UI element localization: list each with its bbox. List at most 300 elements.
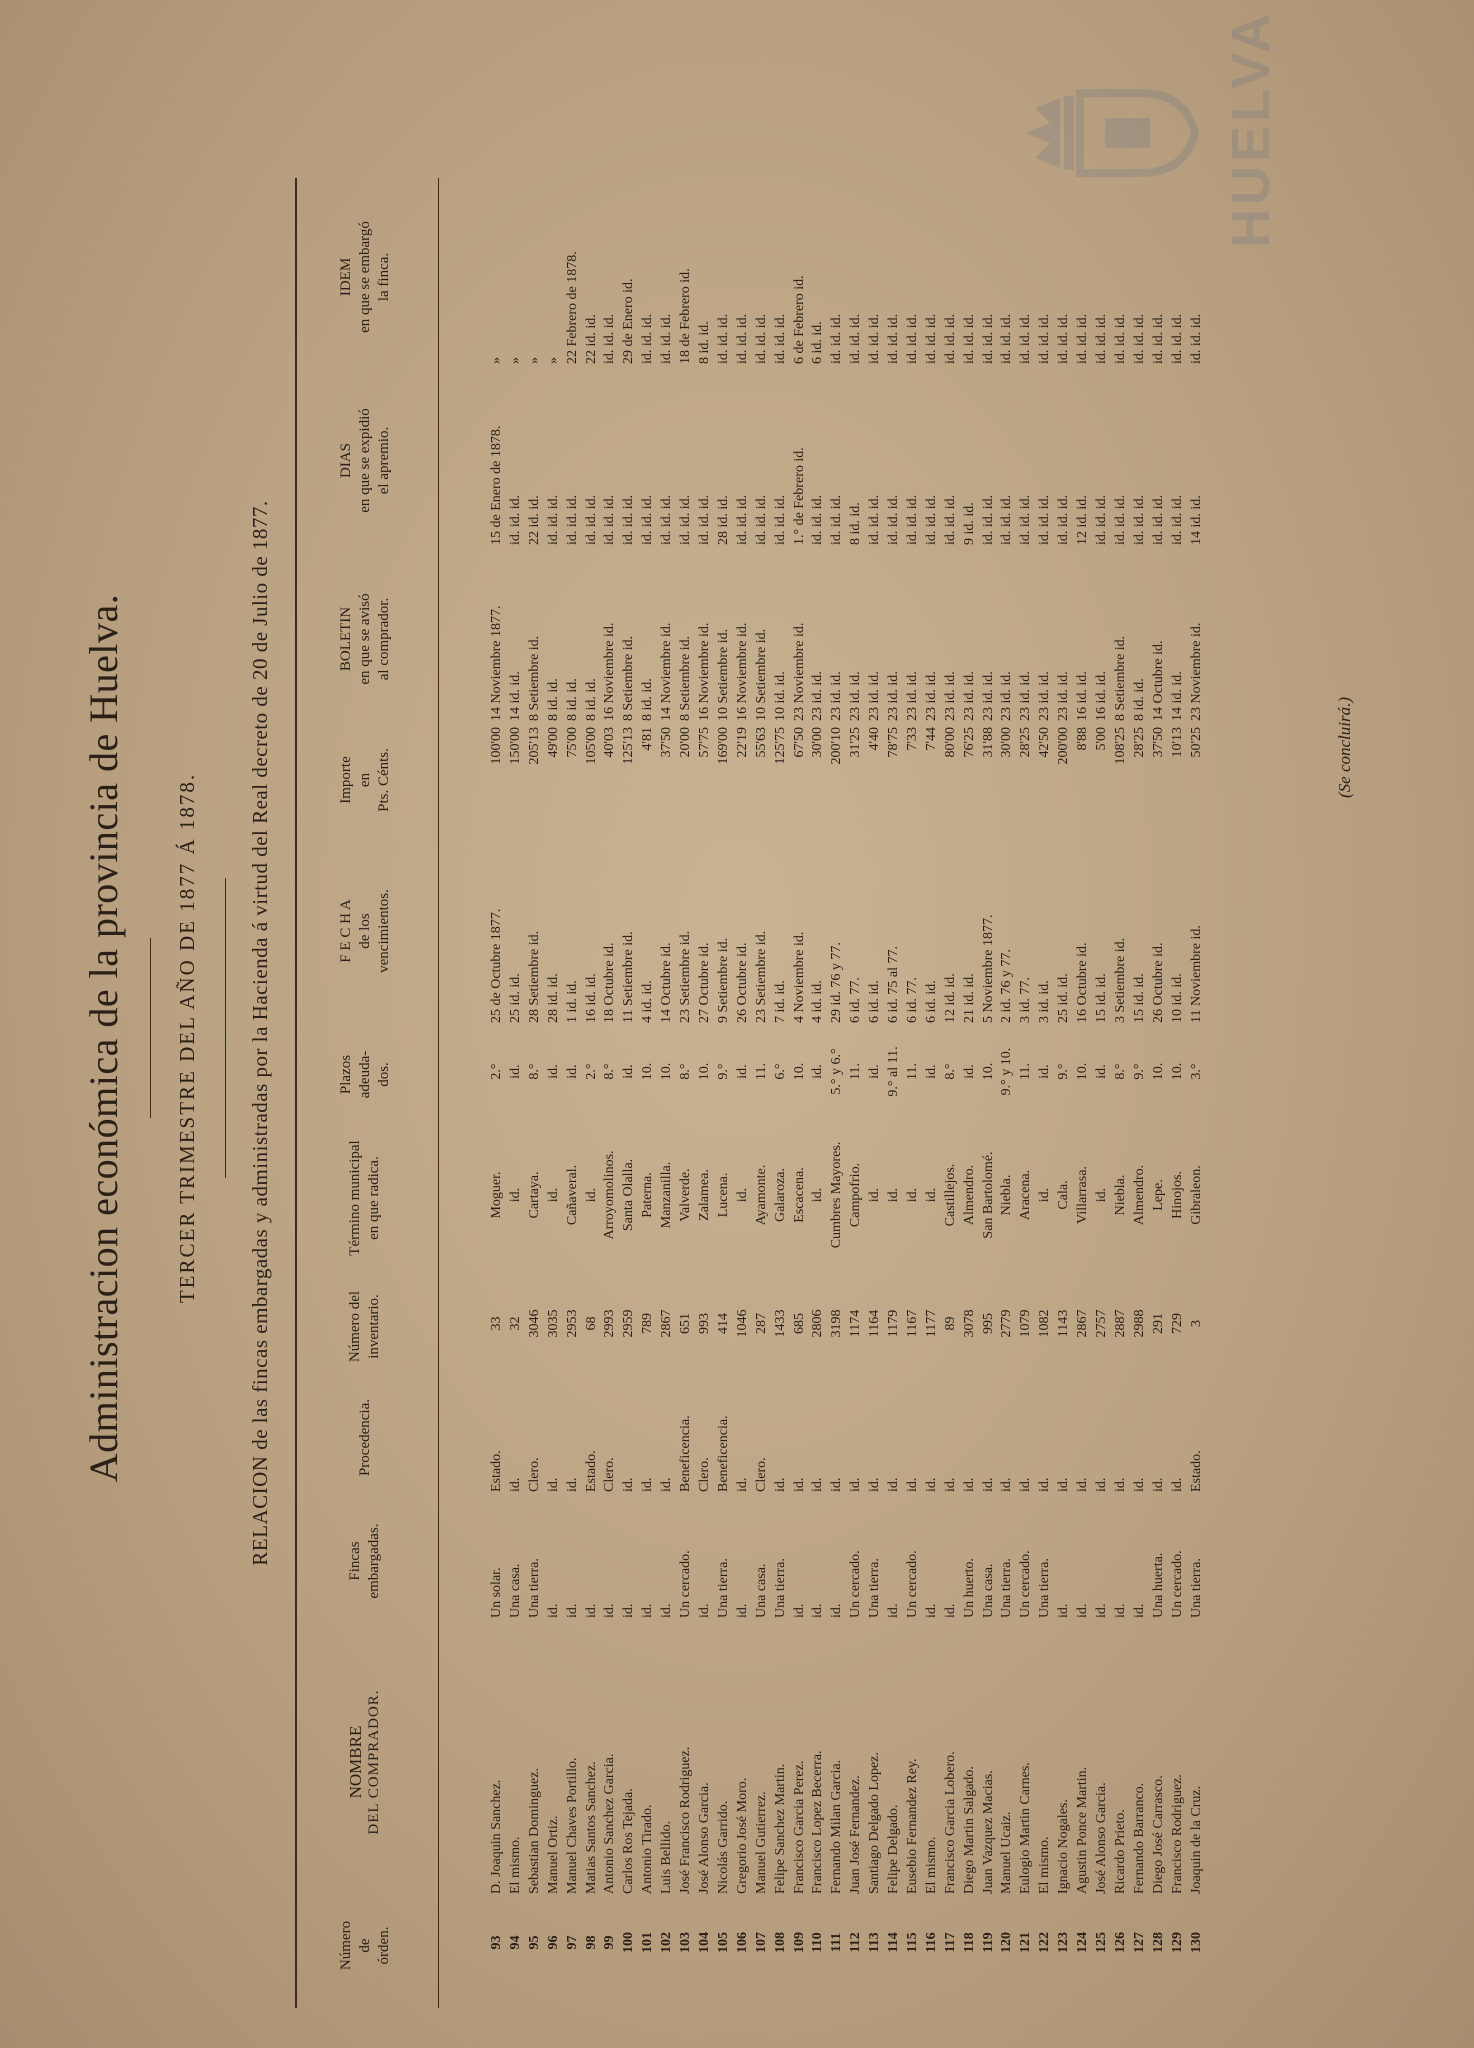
dia-apremio-cell: 28 id. id. bbox=[715, 495, 731, 545]
finca-type-cell: Un huerto. bbox=[961, 1558, 977, 1618]
table-row bbox=[828, 181, 847, 1988]
finca-type-cell: id. bbox=[829, 1603, 845, 1618]
procedencia-cell: id. bbox=[867, 1477, 883, 1492]
fecha-vencimiento-cell: 15 id. id. bbox=[1094, 973, 1109, 1023]
fecha-vencimiento-cell: 28 Setiembre id. bbox=[526, 930, 542, 1023]
dia-apremio-cell: 1.° de Febrero id. bbox=[791, 447, 807, 545]
finca-type-cell: id. bbox=[810, 1603, 826, 1618]
dia-apremio-cell: 12 id. id. bbox=[1075, 495, 1091, 545]
buyer-name-cell: Antonio Tirado. bbox=[640, 1804, 656, 1894]
boletin-aviso-cell: 8 Setiembre id. bbox=[621, 635, 637, 721]
importe-cell: 20'00 bbox=[678, 727, 694, 758]
inventory-number-cell: 1433 bbox=[772, 1309, 788, 1338]
finca-type-cell: Una casa. bbox=[980, 1563, 996, 1618]
order-number-cell: 106 bbox=[734, 1932, 750, 1953]
finca-type-cell: id. bbox=[696, 1603, 712, 1618]
dia-apremio-cell: id. id. id. bbox=[545, 494, 561, 545]
plazos-cell: id. bbox=[961, 1064, 977, 1079]
fincas-table bbox=[488, 181, 1206, 1988]
header-inventario-line1: Número del bbox=[347, 1290, 363, 1363]
dia-apremio-cell: id. id. id. bbox=[696, 494, 712, 545]
importe-cell: 108'25 bbox=[1112, 727, 1128, 765]
inventory-number-cell: 729 bbox=[1169, 1313, 1185, 1334]
header-dias bbox=[300, 373, 430, 548]
dia-apremio-cell: 22 id. id. bbox=[526, 495, 542, 545]
order-number-cell: 116 bbox=[923, 1932, 939, 1953]
fecha-vencimiento-cell: 6 id. 77. bbox=[904, 977, 920, 1023]
municipality-cell: Zalamea. bbox=[696, 1169, 712, 1221]
importe-cell: 49'00 bbox=[545, 727, 561, 758]
procedencia-cell: id. bbox=[961, 1477, 977, 1492]
table-row bbox=[583, 181, 602, 1988]
procedencia-cell: id. bbox=[1169, 1477, 1185, 1492]
buyer-name-cell: Santiago Delgado Lopez. bbox=[867, 1752, 883, 1894]
order-number-cell: 102 bbox=[659, 1932, 675, 1953]
dia-embargo-cell: id. id. id. bbox=[829, 313, 845, 364]
header-border bbox=[438, 178, 439, 2008]
buyer-name-cell: Antonio Sanchez Garcia. bbox=[602, 1753, 618, 1894]
header-fecha-line2: de los bbox=[356, 913, 373, 949]
procedencia-cell: id. bbox=[545, 1477, 561, 1492]
procedencia-cell: Clero. bbox=[696, 1457, 712, 1492]
fecha-vencimiento-cell: 3 id. 77. bbox=[1018, 977, 1034, 1023]
table-row bbox=[734, 181, 753, 1988]
order-number-cell: 100 bbox=[621, 1932, 637, 1953]
boletin-aviso-cell: 14 Noviembre 1877. bbox=[489, 605, 504, 721]
dia-embargo-cell: id. id. id. bbox=[961, 313, 977, 364]
inventory-number-cell: 2953 bbox=[564, 1309, 580, 1338]
plazos-cell: 2.° bbox=[583, 1063, 599, 1080]
importe-cell: 10'13 bbox=[1169, 727, 1185, 758]
order-number-cell: 130 bbox=[1188, 1932, 1204, 1953]
dia-apremio-cell: id. id. id. bbox=[1169, 494, 1185, 545]
boletin-aviso-cell: 23 id. id. bbox=[942, 671, 958, 721]
buyer-name-cell: Fernando Milan Garcia. bbox=[829, 1759, 845, 1894]
finca-type-cell: Una casa. bbox=[753, 1563, 769, 1618]
boletin-aviso-cell: 23 id. id. bbox=[810, 671, 826, 721]
order-number-cell: 120 bbox=[999, 1932, 1015, 1953]
table-row bbox=[753, 181, 772, 1988]
boletin-aviso-cell: 14 Noviembre id. bbox=[659, 622, 675, 721]
table-row bbox=[545, 181, 564, 1988]
dia-embargo-cell: id. id. id. bbox=[980, 313, 996, 364]
inventory-number-cell: 1046 bbox=[734, 1309, 750, 1338]
order-number-cell: 123 bbox=[1056, 1932, 1072, 1953]
inventory-number-cell: 685 bbox=[791, 1313, 807, 1334]
finca-type-cell: id. bbox=[886, 1603, 902, 1618]
procedencia-cell: id. bbox=[791, 1477, 807, 1492]
importe-cell: 31'25 bbox=[848, 727, 864, 758]
plazos-cell: 9.° bbox=[1131, 1063, 1147, 1080]
importe-cell: 205'13 bbox=[526, 727, 542, 765]
municipality-cell: id. bbox=[583, 1187, 599, 1203]
importe-cell: 22'19 bbox=[734, 727, 750, 758]
table-row bbox=[1093, 181, 1112, 1988]
procedencia-cell: id. bbox=[1018, 1477, 1034, 1492]
buyer-name-cell: Ricardo Prieto. bbox=[1112, 1809, 1128, 1894]
procedencia-cell: id. bbox=[1075, 1477, 1091, 1492]
procedencia-cell: id. bbox=[1037, 1477, 1053, 1492]
dia-embargo-cell: 22 id. id. bbox=[583, 314, 599, 364]
procedencia-cell: id. bbox=[734, 1477, 750, 1492]
fecha-vencimiento-cell: 4 id. id. bbox=[810, 980, 826, 1023]
finca-type-cell: id. bbox=[942, 1603, 958, 1618]
plazos-cell: 11. bbox=[904, 1063, 920, 1080]
dia-apremio-cell: id. id. id. bbox=[640, 494, 656, 545]
fecha-vencimiento-cell: 26 Octubre id. bbox=[734, 942, 750, 1023]
table-row bbox=[564, 181, 583, 1988]
dia-embargo-cell: id. id. id. bbox=[659, 313, 675, 364]
boletin-aviso-cell: 10 id. id. bbox=[772, 671, 788, 721]
inventory-number-cell: 291 bbox=[1150, 1313, 1166, 1334]
header-termino-line2: en que radica. bbox=[366, 1156, 382, 1240]
fecha-vencimiento-cell: 4 Noviembre id. bbox=[791, 931, 807, 1023]
header-importe-line1: Importe bbox=[337, 756, 354, 804]
fecha-vencimiento-cell: 6 id. id. bbox=[923, 980, 939, 1023]
municipality-cell: Campofrio. bbox=[848, 1162, 864, 1228]
buyer-name-cell: Juan Vazquez Macias. bbox=[980, 1770, 996, 1894]
order-number-cell: 119 bbox=[980, 1932, 996, 1953]
plazos-cell: 8.° bbox=[942, 1063, 958, 1080]
boletin-aviso-cell: 14 id. id. bbox=[1169, 671, 1185, 721]
procedencia-cell: id. bbox=[772, 1477, 788, 1492]
header-dias-line1: DIAS bbox=[337, 443, 354, 479]
fecha-vencimiento-cell: 9 Setiembre id. bbox=[715, 937, 731, 1023]
boletin-aviso-cell: 23 id. id. bbox=[999, 671, 1015, 721]
fecha-vencimiento-cell: 7 id. id. bbox=[772, 980, 788, 1023]
boletin-aviso-cell: 23 id. id. bbox=[923, 671, 939, 721]
inventory-number-cell: 651 bbox=[678, 1313, 694, 1334]
boletin-aviso-cell: 16 id. id. bbox=[1075, 671, 1091, 721]
table-row bbox=[677, 181, 696, 1988]
municipality-cell: Manzanilla. bbox=[659, 1161, 675, 1229]
plazos-cell: id. bbox=[507, 1064, 523, 1079]
plazos-cell: 8.° bbox=[1112, 1063, 1128, 1080]
dia-embargo-cell: id. id. id. bbox=[1056, 313, 1072, 364]
municipality-cell: Ayamonte. bbox=[753, 1164, 769, 1226]
header-inventario bbox=[300, 1279, 430, 1374]
fecha-vencimiento-cell: 29 id. 76 y 77. bbox=[829, 942, 845, 1023]
procedencia-cell: id. bbox=[886, 1477, 902, 1492]
importe-cell: 80'00 bbox=[942, 727, 958, 758]
importe-cell: 7'33 bbox=[904, 727, 920, 751]
top-border bbox=[295, 178, 297, 2008]
order-number-cell: 125 bbox=[1094, 1932, 1109, 1953]
plazos-cell: 10. bbox=[1075, 1062, 1091, 1081]
header-fincas-line1: Fincas bbox=[347, 1541, 363, 1581]
municipality-cell: Cartaya. bbox=[526, 1171, 542, 1219]
fecha-vencimiento-cell: 27 Octubre id. bbox=[696, 942, 712, 1023]
table-row bbox=[809, 181, 828, 1988]
municipality-cell: Gibraleon. bbox=[1188, 1165, 1204, 1225]
procedencia-cell: id. bbox=[1112, 1477, 1128, 1492]
dia-apremio-cell: id. id. id. bbox=[1112, 494, 1128, 545]
fecha-vencimiento-cell: 14 Octubre id. bbox=[659, 942, 675, 1023]
procedencia-cell: id. bbox=[659, 1477, 675, 1492]
inventory-number-cell: 68 bbox=[583, 1316, 599, 1331]
order-number-cell: 101 bbox=[640, 1932, 656, 1953]
table-row bbox=[866, 181, 885, 1988]
dia-embargo-cell: id. id. id. bbox=[734, 313, 750, 364]
header-dias-line2: en que se expidió bbox=[356, 408, 373, 513]
inventory-number-cell: 2867 bbox=[1075, 1309, 1091, 1338]
buyer-name-cell: José Francisco Rodriguez. bbox=[678, 1746, 694, 1894]
table-row bbox=[1036, 181, 1055, 1988]
importe-cell: 30'00 bbox=[999, 727, 1015, 758]
dia-apremio-cell: id. id. id. bbox=[829, 494, 845, 545]
buyer-name-cell: Manuel Chaves Portillo. bbox=[564, 1757, 580, 1894]
municipality-cell: id. bbox=[923, 1187, 939, 1203]
dia-embargo-cell: id. id. id. bbox=[1169, 313, 1185, 364]
header-procedencia-line1: Procedencia. bbox=[356, 1398, 373, 1477]
procedencia-cell: id. bbox=[507, 1477, 523, 1492]
dia-apremio-cell: 15 de Enero de 1878. bbox=[489, 425, 504, 545]
table-row bbox=[1074, 181, 1093, 1988]
buyer-name-cell: Fernando Barranco. bbox=[1131, 1782, 1147, 1894]
procedencia-cell: Clero. bbox=[602, 1457, 618, 1492]
importe-cell: 125'75 bbox=[772, 727, 788, 765]
municipality-cell: id. bbox=[810, 1187, 826, 1203]
archive-watermark bbox=[1010, 10, 1340, 248]
fecha-vencimiento-cell: 2 id. 76 y 77. bbox=[999, 949, 1015, 1023]
dia-apremio-cell: id. id. id. bbox=[1094, 494, 1109, 545]
plazos-cell: 10. bbox=[659, 1062, 675, 1081]
inventory-number-cell: 3 bbox=[1188, 1320, 1204, 1327]
fecha-vencimiento-cell: 11 Setiembre id. bbox=[621, 931, 637, 1023]
inventory-number-cell: 789 bbox=[640, 1313, 656, 1334]
importe-cell: 105'00 bbox=[583, 727, 599, 765]
table-row bbox=[1150, 181, 1169, 1988]
plazos-cell: 10. bbox=[980, 1062, 996, 1081]
table-row bbox=[1112, 181, 1131, 1988]
table-row bbox=[639, 181, 658, 1988]
plazos-cell: id. bbox=[621, 1064, 637, 1079]
boletin-aviso-cell: 14 id. id. bbox=[507, 671, 523, 721]
fecha-vencimiento-cell: 23 Setiembre id. bbox=[678, 930, 694, 1023]
dia-apremio-cell: id. id. id. bbox=[867, 494, 883, 545]
municipality-cell: id. bbox=[507, 1187, 523, 1203]
municipality-cell: Hinojos. bbox=[1169, 1171, 1185, 1219]
boletin-aviso-cell: 8 id. id. bbox=[640, 678, 656, 721]
table-row bbox=[1188, 181, 1207, 1988]
procedencia-cell: Estado. bbox=[489, 1450, 504, 1492]
header-idem bbox=[300, 187, 430, 367]
plazos-cell: 9.° bbox=[1056, 1063, 1072, 1080]
dia-embargo-cell: id. id. id. bbox=[904, 313, 920, 364]
procedencia-cell: id. bbox=[1150, 1477, 1166, 1492]
relacion-heading: RELACION de las fincas embargadas y administradas por la Hacienda á virtud del Real decreto de 20 de Julio de 1877. bbox=[248, 500, 272, 1566]
importe-cell: 57'75 bbox=[696, 727, 712, 758]
fecha-vencimiento-cell: 6 id. 77. bbox=[848, 977, 864, 1023]
inventory-number-cell: 287 bbox=[753, 1313, 769, 1334]
boletin-aviso-cell: 23 id. id. bbox=[1056, 671, 1072, 721]
buyer-name-cell: El mismo. bbox=[1037, 1836, 1053, 1894]
dia-apremio-cell: id. id. id. bbox=[753, 494, 769, 545]
municipality-cell: Galaroza. bbox=[772, 1167, 788, 1223]
fecha-vencimiento-cell: 6 id. id. bbox=[867, 980, 883, 1023]
header-dias-line3: el apremio. bbox=[375, 426, 392, 495]
dia-embargo-cell: id. id. id. bbox=[999, 313, 1015, 364]
municipality-cell: San Bartolomé. bbox=[980, 1151, 996, 1239]
boletin-aviso-cell: 23 id. id. bbox=[961, 671, 977, 721]
dia-embargo-cell: 8 id. id. bbox=[696, 321, 712, 364]
municipality-cell: Niebla. bbox=[999, 1174, 1015, 1216]
plazos-cell: 9.° bbox=[715, 1063, 731, 1080]
procedencia-cell: Clero. bbox=[753, 1457, 769, 1492]
dia-apremio-cell: id. id. id. bbox=[1037, 494, 1053, 545]
table-row bbox=[526, 181, 545, 1988]
header-fincas-line2: embargadas. bbox=[366, 1523, 382, 1599]
plazos-cell: 9.° y 10. bbox=[999, 1047, 1015, 1096]
plazos-cell: 5.° y 6.° bbox=[829, 1048, 845, 1095]
importe-cell: 4'81 bbox=[640, 727, 656, 751]
plazos-cell: 8.° bbox=[678, 1063, 694, 1080]
boletin-aviso-cell: 16 Noviembre id. bbox=[696, 622, 712, 721]
header-boletin-line1: BOLETIN bbox=[337, 606, 354, 672]
finca-type-cell: id. bbox=[923, 1603, 939, 1618]
boletin-aviso-cell: 8 Setiembre id. bbox=[526, 635, 542, 721]
order-number-cell: 95 bbox=[526, 1935, 542, 1950]
finca-type-cell: id. bbox=[1131, 1603, 1147, 1618]
dia-embargo-cell: id. id. id. bbox=[867, 313, 883, 364]
dia-apremio-cell: id. id. id. bbox=[886, 494, 902, 545]
importe-cell: 40'03 bbox=[602, 727, 618, 758]
importe-cell: 30'00 bbox=[810, 727, 826, 758]
document-title: Administracion económica de la provincia de Huelva. bbox=[81, 593, 126, 1483]
table-row bbox=[885, 181, 904, 1988]
municipality-cell: Arroyomolinos. bbox=[602, 1150, 618, 1240]
importe-cell: 28'25 bbox=[1018, 727, 1034, 758]
procedencia-cell: id. bbox=[942, 1477, 958, 1492]
header-boletin-line2: en que se avisó bbox=[356, 593, 373, 685]
dia-apremio-cell: 14 id. id. bbox=[1188, 495, 1204, 545]
importe-cell: 76'25 bbox=[961, 727, 977, 758]
importe-cell: 37'50 bbox=[659, 727, 675, 758]
buyer-name-cell: El mismo. bbox=[507, 1836, 523, 1894]
procedencia-cell: id. bbox=[564, 1477, 580, 1492]
boletin-aviso-cell: 23 id. id. bbox=[904, 671, 920, 721]
inventory-number-cell: 1179 bbox=[886, 1309, 902, 1338]
plazos-cell: 11. bbox=[848, 1063, 864, 1080]
plazos-cell: 10. bbox=[640, 1062, 656, 1081]
dia-embargo-cell: id. id. id. bbox=[715, 313, 731, 364]
inventory-number-cell: 1082 bbox=[1037, 1309, 1053, 1338]
header-fecha-line3: vencimientos. bbox=[375, 889, 392, 973]
importe-cell: 150'00 bbox=[507, 727, 523, 765]
finca-type-cell: id. bbox=[1075, 1603, 1091, 1618]
fincas-table-body bbox=[488, 181, 1206, 1988]
buyer-name-cell: Francisco Rodriguez. bbox=[1169, 1774, 1185, 1894]
buyer-name-cell: Sebastian Dominguez. bbox=[526, 1768, 542, 1894]
fecha-vencimiento-cell: 3 Setiembre id. bbox=[1112, 937, 1128, 1023]
finca-type-cell: Un cercado. bbox=[904, 1550, 920, 1618]
boletin-aviso-cell: 16 Noviembre id. bbox=[734, 622, 750, 721]
plazos-cell: 9.° al 11. bbox=[886, 1046, 902, 1097]
order-number-cell: 97 bbox=[564, 1935, 580, 1950]
buyer-name-cell: D. Joaquin Sanchez. bbox=[489, 1779, 504, 1894]
header-nombre-line2: DEL COMPRADOR. bbox=[366, 1689, 382, 1835]
table-row bbox=[1055, 181, 1074, 1988]
finca-type-cell: Una tierra. bbox=[1037, 1558, 1053, 1618]
dia-embargo-cell: id. id. id. bbox=[1075, 313, 1091, 364]
buyer-name-cell: Matias Santos Sanchez. bbox=[583, 1761, 599, 1894]
order-number-cell: 124 bbox=[1075, 1932, 1091, 1953]
table-row bbox=[772, 181, 791, 1988]
order-number-cell: 111 bbox=[829, 1932, 845, 1953]
dia-apremio-cell: 9 id. id. bbox=[961, 502, 977, 545]
plazos-cell: 10. bbox=[1150, 1062, 1166, 1081]
buyer-name-cell: José Alonso Garcia. bbox=[696, 1782, 712, 1894]
buyer-name-cell: Felipe Sanchez Martin. bbox=[772, 1763, 788, 1894]
procedencia-cell: id. bbox=[829, 1477, 845, 1492]
fecha-vencimiento-cell: 4 id. id. bbox=[640, 980, 656, 1023]
header-num-line1: Número bbox=[337, 1920, 354, 1971]
municipality-cell: Lepe. bbox=[1150, 1179, 1166, 1211]
procedencia-cell: id. bbox=[621, 1477, 637, 1492]
fecha-vencimiento-cell: 1 id. id. bbox=[564, 980, 580, 1023]
buyer-name-cell: Nicolás Garrido. bbox=[715, 1800, 731, 1894]
boletin-aviso-cell: 8 id. id. bbox=[564, 678, 580, 721]
table-row bbox=[847, 181, 866, 1988]
boletin-aviso-cell: 8 id. id. bbox=[583, 678, 599, 721]
plazos-cell: 2.° bbox=[489, 1063, 504, 1080]
table-row bbox=[980, 181, 999, 1988]
importe-cell: 42'50 bbox=[1037, 727, 1053, 758]
procedencia-cell: id. bbox=[904, 1477, 920, 1492]
dia-apremio-cell: id. id. id. bbox=[659, 494, 675, 545]
inventory-number-cell: 1164 bbox=[867, 1309, 883, 1338]
plazos-cell: id. bbox=[1094, 1064, 1109, 1079]
plazos-cell: id. bbox=[923, 1064, 939, 1079]
inventory-number-cell: 1079 bbox=[1018, 1309, 1034, 1338]
procedencia-cell: id. bbox=[810, 1477, 826, 1492]
header-termino bbox=[300, 1123, 430, 1273]
importe-cell: 67'50 bbox=[791, 727, 807, 758]
inventory-number-cell: 2806 bbox=[810, 1309, 826, 1338]
dia-apremio-cell: id. id. id. bbox=[904, 494, 920, 545]
procedencia-cell: id. bbox=[1131, 1477, 1147, 1492]
dia-embargo-cell: 6 id. id. bbox=[810, 321, 826, 364]
buyer-name-cell: Francisco Garcia Lobero. bbox=[942, 1751, 958, 1894]
order-number-cell: 122 bbox=[1037, 1932, 1053, 1953]
municipality-cell: Cumbres Mayores. bbox=[829, 1141, 845, 1249]
inventory-number-cell: 414 bbox=[715, 1313, 731, 1334]
dia-embargo-cell: 6 de Febrero id. bbox=[791, 275, 807, 364]
dia-apremio-cell: id. id. id. bbox=[810, 494, 826, 545]
municipality-cell: id. bbox=[734, 1187, 750, 1203]
municipality-cell: Valverde. bbox=[678, 1168, 694, 1222]
finca-type-cell: id. bbox=[583, 1603, 599, 1618]
table-row bbox=[601, 181, 620, 1988]
finca-type-cell: Un cercado. bbox=[678, 1550, 694, 1618]
order-number-cell: 121 bbox=[1018, 1932, 1034, 1953]
inventory-number-cell: 2887 bbox=[1112, 1309, 1128, 1338]
inventory-number-cell: 1167 bbox=[904, 1309, 920, 1338]
plazos-cell: 11. bbox=[753, 1063, 769, 1080]
inventory-number-cell: 33 bbox=[489, 1316, 504, 1331]
finca-type-cell: Una tierra. bbox=[867, 1558, 883, 1618]
header-boletin bbox=[300, 554, 430, 724]
table-row bbox=[923, 181, 942, 1988]
inventory-number-cell: 3078 bbox=[961, 1309, 977, 1338]
dia-embargo-cell: 29 de Enero id. bbox=[621, 278, 637, 364]
inventory-number-cell: 1174 bbox=[848, 1309, 864, 1338]
buyer-name-cell: Gregorio José Moro. bbox=[734, 1777, 750, 1894]
procedencia-cell: id. bbox=[1094, 1477, 1109, 1492]
finca-type-cell: Una tierra. bbox=[715, 1558, 731, 1618]
municipality-cell: Escacena. bbox=[791, 1167, 807, 1223]
fecha-vencimiento-cell: 25 id. id. bbox=[507, 973, 523, 1023]
